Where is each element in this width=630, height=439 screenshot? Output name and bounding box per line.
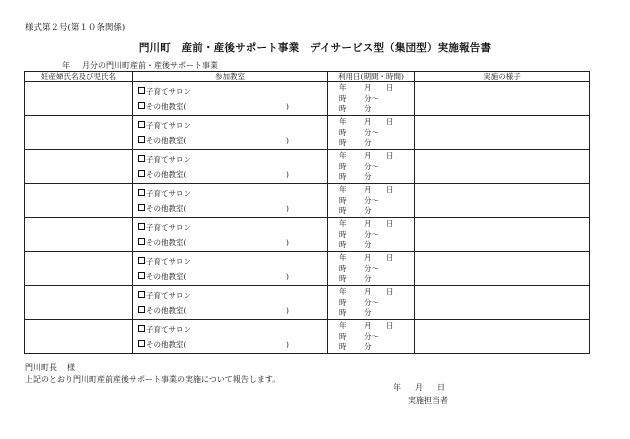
- header-notes: 実施の様子: [415, 72, 590, 82]
- date-cell[interactable]: [328, 252, 415, 286]
- period-month-label: 月分の門川町産前・産後サポート事業: [82, 61, 218, 70]
- checkbox-icon[interactable]: [138, 155, 145, 162]
- date-month: 月: [364, 321, 372, 330]
- option-other-label: その他教室(: [146, 238, 187, 247]
- option-other[interactable]: [138, 101, 186, 112]
- option-salon-label: 子育てサロン: [146, 155, 191, 164]
- time-start-minute: 分〜: [364, 264, 379, 273]
- checkbox-icon[interactable]: [138, 272, 145, 279]
- option-other-label: その他教室(: [146, 272, 187, 281]
- report-date: [393, 382, 445, 393]
- date-cell[interactable]: [328, 218, 415, 252]
- option-other-close: ): [286, 136, 289, 145]
- date-day: 日: [386, 185, 394, 194]
- option-other[interactable]: [138, 237, 186, 248]
- time-start-minute: 分〜: [364, 230, 379, 239]
- date-day: 日: [386, 287, 394, 296]
- time-end-minute: 分: [364, 240, 372, 249]
- time-start-minute: 分〜: [364, 162, 379, 171]
- header-class: 参加教室: [133, 72, 328, 82]
- checkbox-icon[interactable]: [138, 325, 145, 332]
- checkbox-icon[interactable]: [138, 257, 145, 264]
- header-date: 利用日(期間・時間): [328, 72, 415, 82]
- date-cell[interactable]: [328, 82, 415, 116]
- name-cell[interactable]: [25, 286, 133, 320]
- report-date-month: 月: [415, 383, 423, 392]
- checkbox-icon[interactable]: [138, 87, 145, 94]
- option-salon-label: 子育てサロン: [146, 189, 191, 198]
- table-header-row: [25, 72, 590, 82]
- name-cell[interactable]: [25, 116, 133, 150]
- time-end-hour: 時: [339, 206, 347, 215]
- time-end-hour: 時: [339, 138, 347, 147]
- time-start-minute: 分〜: [364, 332, 379, 341]
- option-salon[interactable]: [138, 120, 191, 131]
- option-other-close: ): [286, 272, 289, 281]
- option-salon[interactable]: [138, 290, 191, 301]
- checkbox-icon[interactable]: [138, 121, 145, 128]
- date-year: 年: [339, 219, 347, 228]
- checkbox-icon[interactable]: [138, 189, 145, 196]
- option-salon[interactable]: [138, 256, 191, 267]
- date-year: 年: [339, 151, 347, 160]
- checkbox-icon[interactable]: [138, 340, 145, 347]
- option-salon[interactable]: [138, 154, 191, 165]
- date-cell[interactable]: [328, 116, 415, 150]
- option-other[interactable]: [138, 339, 186, 350]
- notes-cell[interactable]: [415, 320, 590, 354]
- time-start-minute: 分〜: [364, 298, 379, 307]
- date-day: 日: [386, 117, 394, 126]
- checkbox-icon[interactable]: [138, 204, 145, 211]
- time-end-hour: 時: [339, 104, 347, 113]
- form-number: 様式第２号(第１０条関係): [25, 23, 126, 33]
- time-end-minute: 分: [364, 274, 372, 283]
- time-end-minute: 分: [364, 308, 372, 317]
- time-end-hour: 時: [339, 342, 347, 351]
- table-row: [25, 286, 590, 320]
- date-cell[interactable]: [328, 184, 415, 218]
- time-end-minute: 分: [364, 138, 372, 147]
- option-other-close: ): [286, 204, 289, 213]
- date-month: 月: [364, 185, 372, 194]
- option-salon[interactable]: [138, 188, 191, 199]
- time-end-hour: 時: [339, 274, 347, 283]
- table-row: [25, 150, 590, 184]
- checkbox-icon[interactable]: [138, 170, 145, 177]
- date-month: 月: [364, 151, 372, 160]
- option-salon-label: 子育てサロン: [146, 291, 191, 300]
- checkbox-icon[interactable]: [138, 306, 145, 313]
- time-start-hour: 時: [339, 94, 347, 103]
- table-row: [25, 184, 590, 218]
- report-period: [62, 60, 218, 71]
- time-start-hour: 時: [339, 230, 347, 239]
- report-statement: 上記のとおり門川町産前産後サポート事業の実施について報告します。: [25, 375, 281, 384]
- option-other[interactable]: [138, 271, 186, 282]
- option-salon-label: 子育てサロン: [146, 223, 191, 232]
- option-other-label: その他教室(: [146, 204, 187, 213]
- option-other-close: ): [286, 340, 289, 349]
- time-end-minute: 分: [364, 342, 372, 351]
- notes-cell[interactable]: [415, 150, 590, 184]
- option-other[interactable]: [138, 135, 186, 146]
- option-other-close: ): [286, 102, 289, 111]
- class-cell: [133, 184, 328, 218]
- option-other[interactable]: [138, 305, 186, 316]
- page-title: 門川町 産前・産後サポート事業 デイサービス型（集団型）実施報告書: [138, 42, 492, 54]
- notes-cell[interactable]: [415, 218, 590, 252]
- report-table: [24, 71, 590, 354]
- table-row: [25, 82, 590, 116]
- notes-cell[interactable]: [415, 82, 590, 116]
- class-cell: [133, 286, 328, 320]
- table-row: [25, 320, 590, 354]
- date-cell[interactable]: [328, 286, 415, 320]
- time-end-minute: 分: [364, 104, 372, 113]
- time-start-minute: 分〜: [364, 196, 379, 205]
- notes-cell[interactable]: [415, 116, 590, 150]
- time-start-hour: 時: [339, 298, 347, 307]
- table-row: [25, 116, 590, 150]
- option-salon[interactable]: [138, 324, 191, 335]
- name-cell[interactable]: [25, 252, 133, 286]
- class-cell: [133, 252, 328, 286]
- option-salon[interactable]: [138, 86, 191, 97]
- option-salon-label: 子育てサロン: [146, 121, 191, 130]
- option-other-label: その他教室(: [146, 170, 187, 179]
- time-end-minute: 分: [364, 172, 372, 181]
- staff-label: 実施担当者: [408, 396, 448, 405]
- class-cell: [133, 218, 328, 252]
- date-day: 日: [386, 321, 394, 330]
- option-other-close: ): [286, 238, 289, 247]
- report-date-year: 年: [393, 383, 401, 392]
- table-row: [25, 218, 590, 252]
- period-year-label: 年: [62, 61, 70, 70]
- date-month: 月: [364, 287, 372, 296]
- option-other-label: その他教室(: [146, 306, 187, 315]
- option-other-close: ): [286, 170, 289, 179]
- time-start-hour: 時: [339, 332, 347, 341]
- date-day: 日: [386, 219, 394, 228]
- time-start-hour: 時: [339, 264, 347, 273]
- checkbox-icon[interactable]: [138, 291, 145, 298]
- date-year: 年: [339, 185, 347, 194]
- time-start-hour: 時: [339, 128, 347, 137]
- option-other-close: ): [286, 306, 289, 315]
- date-day: 日: [386, 83, 394, 92]
- option-salon-label: 子育てサロン: [146, 325, 191, 334]
- date-month: 月: [364, 253, 372, 262]
- report-date-day: 日: [437, 383, 445, 392]
- option-other-label: その他教室(: [146, 340, 187, 349]
- option-salon-label: 子育てサロン: [146, 87, 191, 96]
- addressee-honorific: 様: [67, 363, 75, 372]
- date-day: 日: [386, 253, 394, 262]
- name-cell[interactable]: [25, 320, 133, 354]
- notes-cell[interactable]: [415, 252, 590, 286]
- class-cell: [133, 150, 328, 184]
- checkbox-icon[interactable]: [138, 223, 145, 230]
- checkbox-icon[interactable]: [138, 102, 145, 109]
- name-cell[interactable]: [25, 184, 133, 218]
- option-salon[interactable]: [138, 222, 191, 233]
- option-other[interactable]: [138, 169, 186, 180]
- notes-cell[interactable]: [415, 286, 590, 320]
- addressee: [25, 362, 75, 373]
- time-end-hour: 時: [339, 172, 347, 181]
- class-cell: [133, 82, 328, 116]
- option-other[interactable]: [138, 203, 186, 214]
- notes-cell[interactable]: [415, 184, 590, 218]
- time-start-hour: 時: [339, 162, 347, 171]
- date-cell[interactable]: [328, 320, 415, 354]
- time-end-hour: 時: [339, 240, 347, 249]
- addressee-name: 門川町長: [25, 363, 57, 372]
- date-year: 年: [339, 253, 347, 262]
- class-cell: [133, 320, 328, 354]
- date-month: 月: [364, 219, 372, 228]
- class-cell: [133, 116, 328, 150]
- option-other-label: その他教室(: [146, 102, 187, 111]
- name-cell[interactable]: [25, 82, 133, 116]
- option-salon-label: 子育てサロン: [146, 257, 191, 266]
- date-month: 月: [364, 117, 372, 126]
- table-row: [25, 252, 590, 286]
- time-start-hour: 時: [339, 196, 347, 205]
- date-cell[interactable]: [328, 150, 415, 184]
- time-start-minute: 分〜: [364, 94, 379, 103]
- header-name: 妊産婦氏名及び児氏名: [25, 72, 133, 82]
- date-year: 年: [339, 117, 347, 126]
- option-other-label: その他教室(: [146, 136, 187, 145]
- time-end-hour: 時: [339, 308, 347, 317]
- date-year: 年: [339, 287, 347, 296]
- date-year: 年: [339, 83, 347, 92]
- date-month: 月: [364, 83, 372, 92]
- name-cell[interactable]: [25, 218, 133, 252]
- checkbox-icon[interactable]: [138, 238, 145, 245]
- time-end-minute: 分: [364, 206, 372, 215]
- date-day: 日: [386, 151, 394, 160]
- name-cell[interactable]: [25, 150, 133, 184]
- time-start-minute: 分〜: [364, 128, 379, 137]
- date-year: 年: [339, 321, 347, 330]
- checkbox-icon[interactable]: [138, 136, 145, 143]
